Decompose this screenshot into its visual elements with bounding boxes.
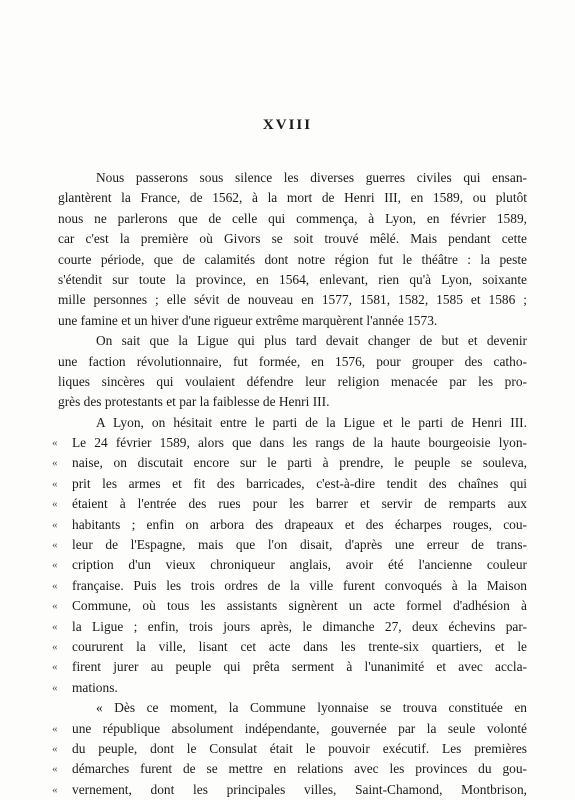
text-line: glantèrent la France, de 1562, à la mort de Henri III, en 1589, ou plutôt (58, 190, 527, 206)
quoted-line-text: « prit les armes et fit des barricades, c'est-à-dire tendit des chaînes qui (72, 475, 527, 491)
text-line: une faction révolutionnaire, fut formée, en 1576, pour grouper des catho- (58, 353, 527, 369)
quoted-line (58, 739, 527, 759)
quoted-line-text: « leur de l'Espagne, mais que l'on disait, d'après une erreur de trans- (72, 537, 527, 553)
text-line: courte période, que de calamités dont notre région fut le théâtre : la peste (58, 251, 527, 267)
quoted-line (58, 678, 527, 698)
quoted-line (58, 780, 527, 800)
quoted-line-text: « démarches furent de se mettre en relations avec les provinces du gou- (72, 761, 527, 777)
quoted-line-text: « naise, on discutait encore sur le parti à prendre, le peuple se souleva, (72, 455, 527, 471)
text-line: liques sincères qui voulaient défendre leur religion menacée par les pro- (58, 373, 527, 389)
body-text (58, 168, 527, 800)
quoted-line-text: « vernement, dont les principales villes, Saint-Chamond, Montbrison, (72, 781, 527, 797)
quoted-line (58, 555, 527, 575)
quoted-line-text: « une république absolument indépendante, gouvernée par la seule volonté (72, 720, 527, 736)
quoted-line (58, 637, 527, 657)
quoted-line (58, 433, 527, 453)
quoted-line (58, 596, 527, 616)
text-line: A Lyon, on hésitait entre le parti de la Ligue et le parti de Henri III. (96, 414, 527, 430)
quoted-line-text: « firent jurer au peuple qui prêta serment à l'unanimité et avec accla- (72, 659, 527, 675)
quoted-line (58, 535, 527, 555)
quoted-line (58, 453, 527, 473)
text-line: s'étendit sur toute la province, en 1564, enlevant, rien qu'à Lyon, soixante (58, 271, 527, 287)
quoted-line-text: « habitants ; enfin on arbora des drapeaux et des écharpes rouges, cou- (72, 516, 527, 532)
quoted-line-text: « cription d'un vieux chroniqueur anglais, avoir été l'ancienne couleur (72, 557, 527, 573)
quoted-line-text: « coururent la ville, lisant cet acte dans les trente-six quartiers, et le (72, 638, 527, 654)
text-line: grès des protestants et par la faiblesse de Henri III. (58, 394, 330, 410)
quoted-line-text: « française. Puis les trois ordres de la ville furent convoqués à la Maison (72, 577, 527, 593)
text-line: On sait que la Ligue qui plus tard devait changer de but et devenir (96, 333, 527, 349)
quoted-line-text: « Commune, où tous les assistants signèrent un acte formel d'adhésion à (72, 598, 527, 614)
quoted-line-text: « du peuple, dont le Consulat était le pouvoir exécutif. Les premières (72, 740, 527, 756)
quoted-line-text: « étaient à l'entrée des rues pour les barrer et servir de remparts aux (72, 496, 527, 512)
quoted-line (58, 719, 527, 739)
text-line: une famine et un hiver d'une rigueur extrême marquèrent l'année 1573. (58, 312, 438, 328)
quoted-line (58, 515, 527, 535)
quoted-line (58, 576, 527, 596)
text-line: Nous passerons sous silence les diverses guerres civiles qui ensan- (96, 170, 527, 185)
chapter-title: XVIII (262, 117, 313, 133)
quoted-line (58, 474, 527, 494)
text-line: « Dès ce moment, la Commune lyonnaise se trouva constituée en (96, 700, 527, 716)
quoted-line (58, 759, 527, 779)
quoted-line (58, 494, 527, 514)
text-line: nous ne parlerons que de celle qui commença, à Lyon, en février 1589, (58, 210, 527, 226)
text-line: mille personnes ; elle sévit de nouveau en 1577, 1581, 1582, 1585 et 1586 ; (58, 292, 527, 308)
quoted-line (58, 617, 527, 637)
text-line: car c'est la première où Givors se soit trouvé mêlé. Mais pendant cette (58, 231, 527, 247)
quoted-line-text: « Le 24 février 1589, alors que dans les rangs de la haute bourgeoisie lyon- (72, 435, 527, 451)
quoted-line-text: « mations. (72, 679, 118, 695)
quoted-line (58, 657, 527, 677)
quoted-line-text: « la Ligue ; enfin, trois jours après, le dimanche 27, deux échevins par- (72, 618, 527, 634)
